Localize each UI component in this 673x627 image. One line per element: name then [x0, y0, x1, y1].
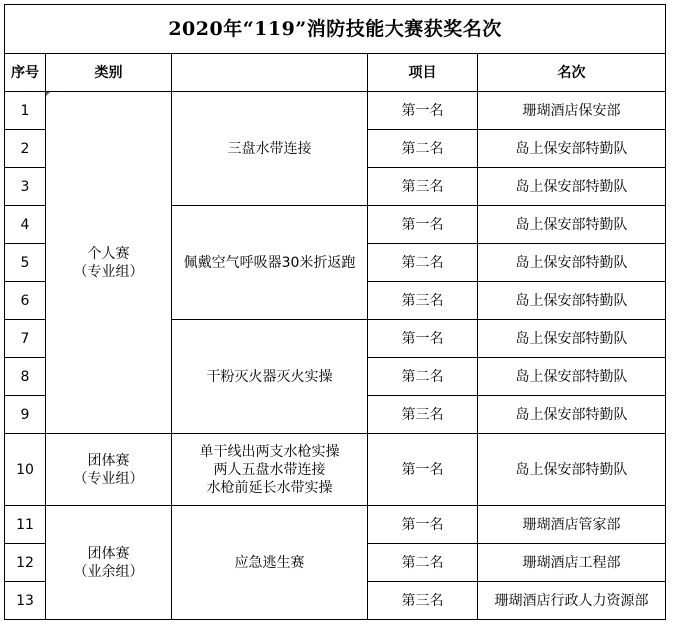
- title-row: [5, 5, 666, 54]
- row-item: 第一名: [368, 206, 478, 244]
- header-item: 项目: [368, 54, 478, 92]
- row-index: 10: [5, 434, 46, 506]
- category-sublabel: （专业组）: [73, 470, 144, 487]
- row-index: 13: [5, 582, 46, 620]
- row-index: 8: [5, 358, 46, 396]
- table-row: [5, 92, 666, 130]
- row-index: 4: [5, 206, 46, 244]
- row-index: 9: [5, 396, 46, 434]
- category-label: 团体赛: [87, 545, 130, 562]
- row-item: 第二名: [368, 544, 478, 582]
- row-item: 第三名: [368, 168, 478, 206]
- category-label: 团体赛: [87, 452, 130, 469]
- event-name: 两人五盘水带连接: [213, 461, 326, 478]
- row-item: 第三名: [368, 282, 478, 320]
- row-rank: 珊瑚酒店保安部: [478, 92, 666, 130]
- row-index: 11: [5, 506, 46, 544]
- event-cell: [172, 320, 368, 434]
- header-index: 序号: [5, 54, 46, 92]
- category-sublabel: （专业组）: [73, 263, 144, 280]
- event-cell: [172, 434, 368, 506]
- event-name: 应急逃生赛: [234, 554, 305, 571]
- row-index: 5: [5, 244, 46, 282]
- header-row: [5, 54, 666, 92]
- row-rank: 岛上保安部特勤队: [478, 282, 666, 320]
- row-item: 第一名: [368, 320, 478, 358]
- row-rank: 岛上保安部特勤队: [478, 244, 666, 282]
- header-category: 类别: [46, 54, 172, 92]
- award-table: [4, 4, 666, 620]
- row-index: 3: [5, 168, 46, 206]
- category-label: 个人赛: [87, 245, 130, 262]
- table-title: 2020年“119”消防技能大赛获奖名次: [5, 5, 666, 54]
- event-name: 佩戴空气呼吸器30米折返跑: [183, 254, 356, 271]
- header-rank: 名次: [478, 54, 666, 92]
- header-event-blank: [172, 54, 368, 92]
- row-rank: 岛上保安部特勤队: [478, 206, 666, 244]
- row-index: 2: [5, 130, 46, 168]
- row-rank: 岛上保安部特勤队: [478, 168, 666, 206]
- category-sublabel: （业余组）: [73, 563, 144, 580]
- row-rank: 珊瑚酒店管家部: [478, 506, 666, 544]
- row-rank: 珊瑚酒店行政人力资源部: [478, 582, 666, 620]
- row-item: 第一名: [368, 92, 478, 130]
- row-index: 1: [5, 92, 46, 130]
- row-item: 第二名: [368, 130, 478, 168]
- event-cell: [172, 92, 368, 206]
- row-rank: 珊瑚酒店工程部: [478, 544, 666, 582]
- row-index: 12: [5, 544, 46, 582]
- row-item: 第三名: [368, 396, 478, 434]
- category-cell-individual-pro: [46, 92, 172, 434]
- table-row: [5, 506, 666, 544]
- event-cell: [172, 506, 368, 620]
- row-index: 7: [5, 320, 46, 358]
- row-rank: 岛上保安部特勤队: [478, 130, 666, 168]
- event-name: 单干线出两支水枪实操: [199, 443, 340, 460]
- category-cell-team-amateur: [46, 506, 172, 620]
- table-row: [5, 434, 666, 506]
- category-cell-team-pro: [46, 434, 172, 506]
- award-sheet: [4, 4, 666, 620]
- row-rank: 岛上保安部特勤队: [478, 320, 666, 358]
- row-item: 第一名: [368, 434, 478, 506]
- row-item: 第一名: [368, 506, 478, 544]
- event-name: 干粉灭火器灭火实操: [206, 368, 333, 385]
- event-cell: [172, 206, 368, 320]
- row-rank: 岛上保安部特勤队: [478, 434, 666, 506]
- row-item: 第三名: [368, 582, 478, 620]
- row-item: 第二名: [368, 358, 478, 396]
- row-rank: 岛上保安部特勤队: [478, 396, 666, 434]
- event-name: 三盘水带连接: [227, 140, 312, 157]
- event-name: 水枪前延长水带实操: [206, 479, 333, 496]
- row-index: 6: [5, 282, 46, 320]
- row-rank: 岛上保安部特勤队: [478, 358, 666, 396]
- row-item: 第二名: [368, 244, 478, 282]
